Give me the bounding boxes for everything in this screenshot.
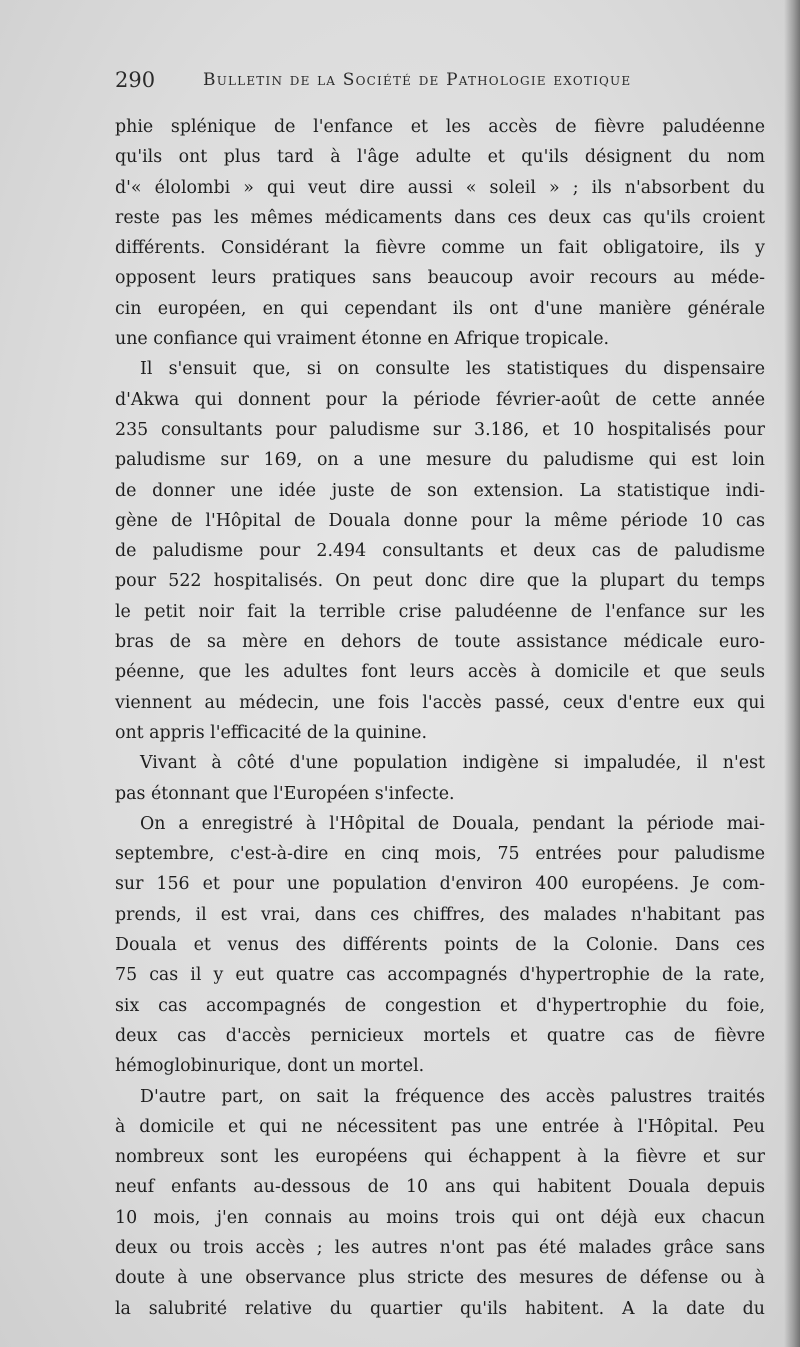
paragraph-3 bbox=[115, 748, 765, 809]
text-line: d'« élolombi » qui veut dire aussi « soleil » ; ils n'absorbent du bbox=[115, 177, 765, 198]
paragraph-5 bbox=[115, 1082, 765, 1324]
text-line: hémoglobinurique, dont un mortel. bbox=[115, 1056, 425, 1077]
text-line: gène de l'Hôpital de Douala donne pour la même période 10 cas bbox=[115, 510, 765, 531]
text-line: 10 mois, j'en connais au moins trois qui ont déjà eux chacun bbox=[115, 1207, 765, 1228]
text-line: deux cas d'accès pernicieux mortels et quatre cas de fièvre bbox=[115, 1025, 765, 1046]
text-line: ont appris l'efficacité de la quinine. bbox=[115, 722, 428, 743]
text-line: sur 156 et pour une population d'environ 400 européens. Je com- bbox=[115, 874, 765, 895]
text-line: neuf enfants au-dessous de 10 ans qui habitent Douala depuis bbox=[115, 1177, 765, 1198]
text-line: 75 cas il y eut quatre cas accompagnés d'hypertrophie de la rate, bbox=[115, 965, 765, 986]
paragraph-2 bbox=[115, 354, 765, 748]
page-edge-shadow bbox=[784, 0, 800, 1347]
text-line: pour 522 hospitalisés. On peut donc dire que la plupart du temps bbox=[115, 571, 765, 592]
text-line: de donner une idée juste de son extension. La statistique indi- bbox=[115, 480, 765, 501]
text-line: six cas accompagnés de congestion et d'hypertrophie du foie, bbox=[115, 995, 765, 1016]
text-line: une confiance qui vraiment étonne en Afrique tropicale. bbox=[115, 329, 610, 350]
text-line: deux ou trois accès ; les autres n'ont pas été malades grâce sans bbox=[115, 1237, 765, 1258]
text-line: paludisme sur 169, on a une mesure du paludisme qui est loin bbox=[115, 450, 765, 471]
text-line: Vivant à côté d'une population indigène si impaludée, il n'est bbox=[140, 753, 765, 774]
text-line: reste pas les mêmes médicaments dans ces deux cas qu'ils croient bbox=[115, 207, 765, 228]
text-line: Douala et venus des différents points de la Colonie. Dans ces bbox=[115, 935, 765, 956]
text-line: phie splénique de l'enfance et les accès de fièvre paludéenne bbox=[115, 117, 765, 137]
paragraph-4 bbox=[115, 809, 765, 1082]
text-line: bras de sa mère en dehors de toute assistance médicale euro- bbox=[115, 632, 765, 653]
text-line: D'autre part, on sait la fréquence des accès palustres traités bbox=[140, 1086, 765, 1107]
paragraph-1 bbox=[115, 112, 765, 354]
text-line: différents. Considérant la fièvre comme un fait obligatoire, ils y bbox=[115, 238, 765, 259]
text-line: qu'ils ont plus tard à l'âge adulte et qu'ils désignent du nom bbox=[115, 147, 765, 168]
text-line: 235 consultants pour paludisme sur 3.186, et 10 hospitalisés pour bbox=[115, 419, 765, 440]
text-line: nombreux sont les européens qui échappent à la fièvre et sur bbox=[115, 1147, 765, 1168]
running-title: Bulletin de la Société de Pathologie exotique bbox=[203, 70, 632, 90]
text-line: à domicile et qui ne nécessitent pas une entrée à l'Hôpital. Peu bbox=[115, 1116, 765, 1137]
text-line: On a enregistré à l'Hôpital de Douala, pendant la période mai- bbox=[140, 813, 765, 834]
page-header bbox=[115, 62, 775, 98]
text-line: la salubrité relative du quartier qu'ils habitent. A la date du bbox=[115, 1298, 765, 1319]
text-line: d'Akwa qui donnent pour la période février-août de cette année bbox=[115, 389, 765, 410]
page-number: 290 bbox=[115, 68, 156, 92]
text-line: de paludisme pour 2.494 consultants et deux cas de paludisme bbox=[115, 541, 765, 562]
text-line: Il s'ensuit que, si on consulte les statistiques du dispensaire bbox=[140, 359, 765, 380]
text-line: viennent au médecin, une fois l'accès passé, ceux d'entre eux qui bbox=[115, 692, 765, 713]
text-line: pas étonnant que l'Européen s'infecte. bbox=[115, 783, 455, 804]
text-line: prends, il est vrai, dans ces chiffres, des malades n'habitant pas bbox=[115, 904, 765, 925]
text-line: doute à une observance plus stricte des mesures de défense ou à bbox=[115, 1268, 765, 1289]
body-text bbox=[115, 112, 765, 1324]
text-line: opposent leurs pratiques sans beaucoup avoir recours au méde- bbox=[115, 268, 765, 289]
text-line: cin européen, en qui cependant ils ont d'une manière générale bbox=[115, 298, 765, 319]
text-line: le petit noir fait la terrible crise paludéenne de l'enfance sur les bbox=[115, 601, 765, 622]
text-line: septembre, c'est-à-dire en cinq mois, 75 entrées pour paludisme bbox=[115, 844, 765, 865]
text-line: péenne, que les adultes font leurs accès à domicile et que seuls bbox=[115, 662, 765, 683]
